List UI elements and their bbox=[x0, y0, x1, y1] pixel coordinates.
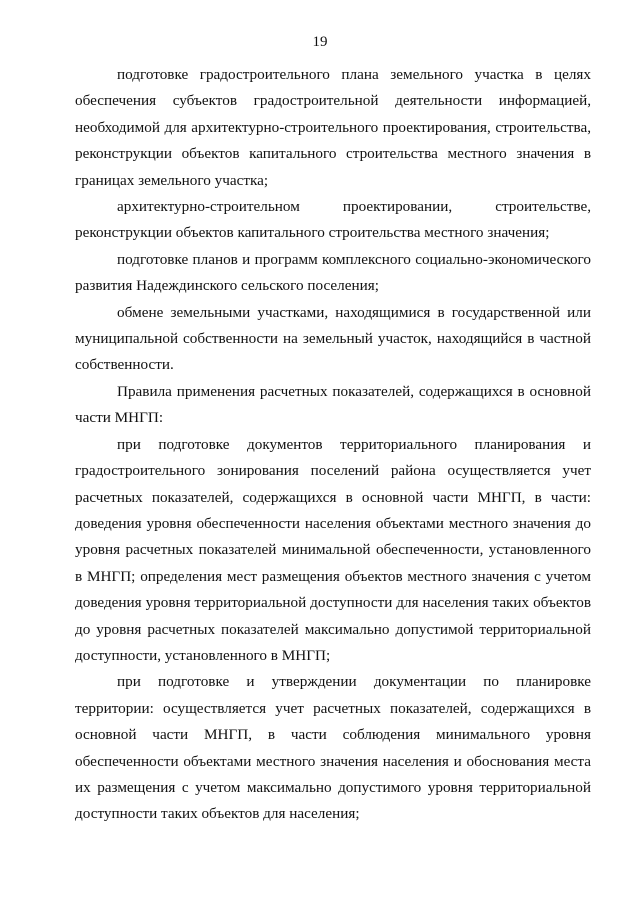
paragraph-application-rules: Правила применения расчетных показателей, содержащихся в основной части МНГП: bbox=[75, 382, 591, 427]
page-number: 19 bbox=[312, 34, 328, 50]
document-body bbox=[75, 62, 591, 828]
paragraph-land-exchange: обмене земельными участками, находящимися в государственной или муниципальной собственности на земельный участок, находящийся в частной собственности. bbox=[75, 303, 591, 374]
paragraph-development-plans: подготовке планов и программ комплексного социально-экономического развития Надеждинского сельского поселения; bbox=[75, 250, 591, 295]
paragraph-architectural-design: архитектурно-строительном проектировании, строительстве, реконструкции объектов капитального строительства местного значения; bbox=[75, 198, 591, 242]
paragraph-gpzu-preparation: подготовке градостроительного плана земельного участка в целях обеспечения субъектов градостроительной деятельности информацией, необходимой для архитектурно-строительного проектирования, строительства, реконструкции объектов капитального строительства местного значения в границах земельного участка; bbox=[75, 66, 591, 189]
paragraph-territory-planning-documentation: при подготовке и утверждении документации по планировке территории: осуществляется учет расчетных показателей, содержащихся в основной части МНГП, в части соблюдения минимального уровня обеспеченности объектами местного значения населения и обоснования места их размещения с учетом максимально допустимого уровня территориальной доступности таких объектов для населения; bbox=[75, 673, 591, 823]
paragraph-territorial-planning: при подготовке документов территориального планирования и градостроительного зонирования поселений района осуществляется учет расчетных показателей, содержащихся в основной части МНГП, в части: доведения уровня обеспеченности населения объектами местного значения до уровня расчетных показателей минимальной обеспеченности, установленного в МНГП; определения мест размещения объектов местного значения с учетом доведения уровня территориальной доступности для населения таких объектов до уровня расчетных показателей максимально допустимой территориальной доступности, установленного в МНГП; bbox=[75, 435, 591, 664]
